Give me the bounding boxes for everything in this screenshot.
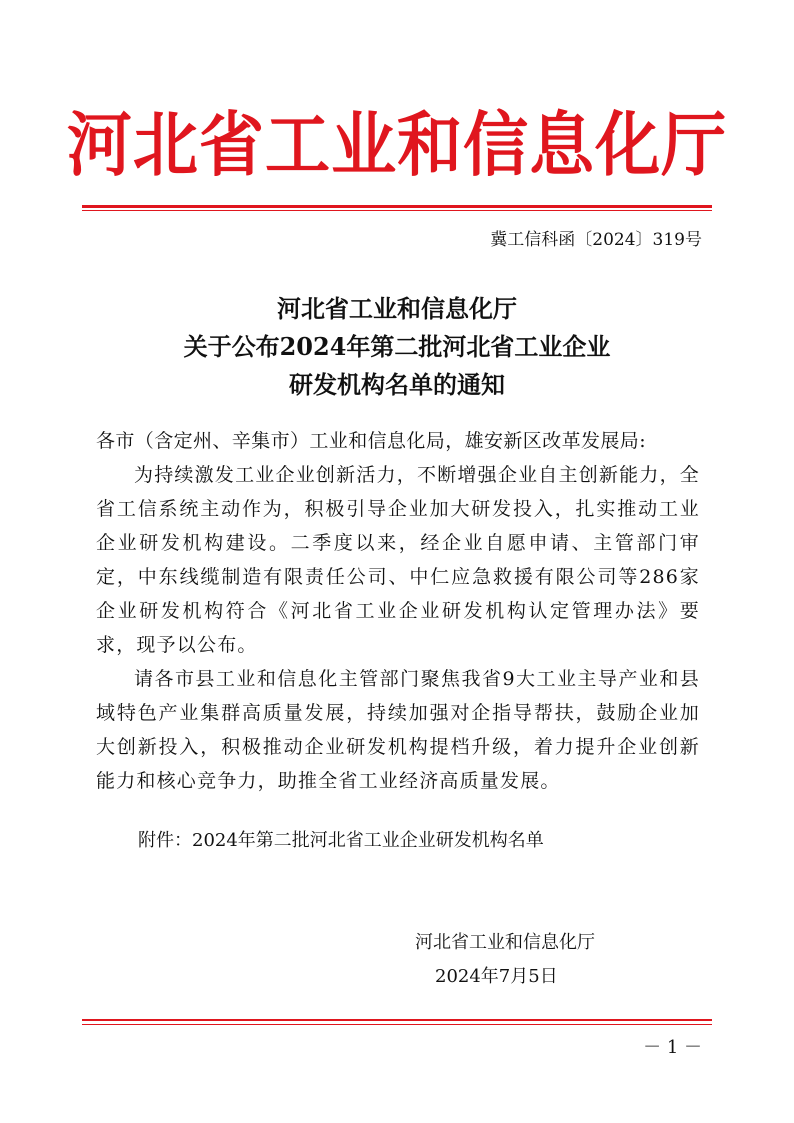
body-paragraph: 请各市县工业和信息化主管部门聚焦我省9大工业主导产业和县域特色产业集群高质量发展，持续加强对企指导帮扶，鼓励企业加大创新投入，积极推动企业研发机构提档升级，着力提升企业创新能力和核心竞争力，助推全省工业经济高质量发展。: [96, 668, 700, 792]
page-number: － 1 －: [643, 1037, 702, 1058]
title-line: 关于公布2024年第二批河北省工业企业: [183, 332, 611, 361]
notice-body: [96, 424, 700, 798]
document-number: 冀工信科函〔2024〕319号: [490, 230, 702, 250]
notice-title: [0, 290, 794, 404]
masthead-title: 河北省工业和信息化厅: [66, 103, 728, 186]
title-line: 研发机构名单的通知: [289, 370, 505, 399]
body-paragraph: 为持续激发工业企业创新活力，不断增强企业自主创新能力，全省工信系统主动作为，积极引导企业加大研发投入，扎实推动工业企业研发机构建设。二季度以来，经企业自愿申请、主管部门审定，中东线缆制造有限责任公司、中仁应急救援有限公司等286家企业研发机构符合《河北省工业企业研发机构认定管理办法》要求，现予以公布。: [96, 464, 700, 656]
footer-red-rule: [82, 1019, 712, 1021]
footer-red-rule-thin: [82, 1024, 712, 1025]
title-line: 河北省工业和信息化厅: [277, 294, 517, 323]
attachment-line: 附件：2024年第二批河北省工业企业研发机构名单: [138, 830, 544, 851]
salutation: 各市（含定州、辛集市）工业和信息化局，雄安新区改革发展局:: [96, 430, 647, 452]
signature-organization: 河北省工业和信息化厅: [415, 932, 595, 953]
masthead-red-rule-thin: [82, 210, 712, 211]
signature-date: 2024年7月5日: [435, 966, 558, 987]
masthead-red-rule: [82, 205, 712, 208]
